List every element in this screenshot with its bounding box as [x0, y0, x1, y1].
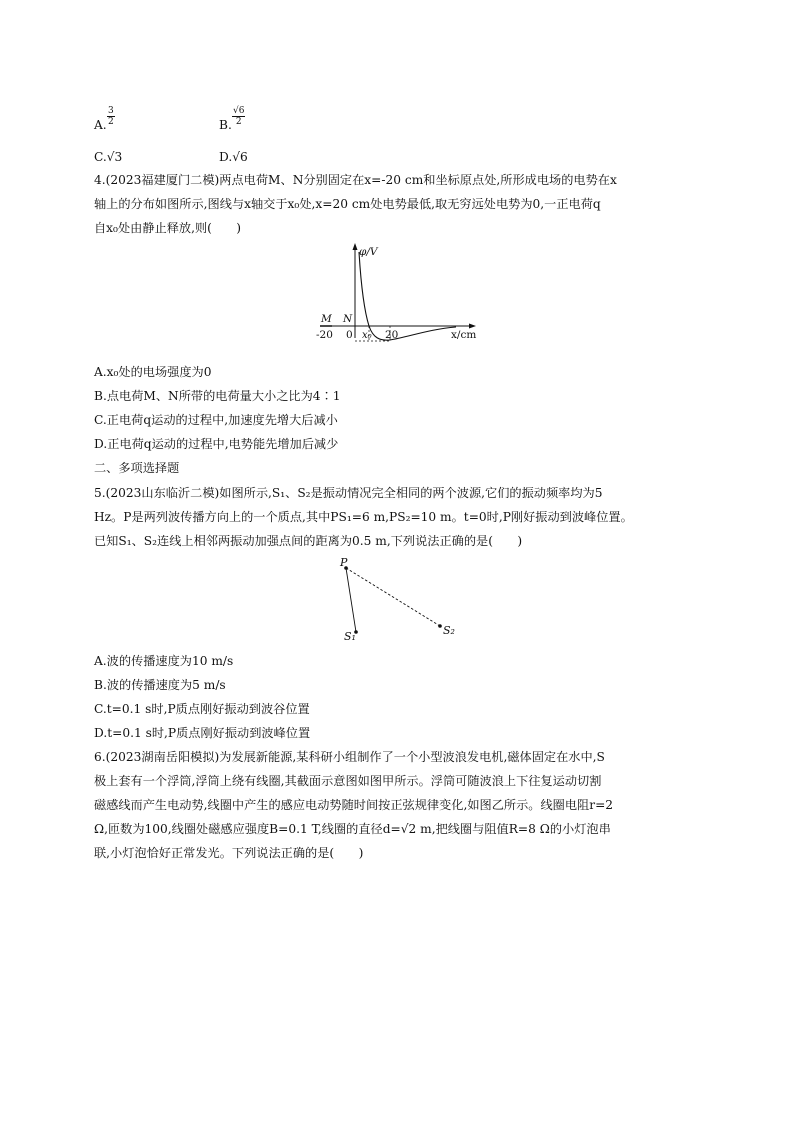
tick-neg20: -20: [316, 329, 333, 341]
q5-stem-line-3: 已知S₁、S₂连线上相邻两振动加强点间的距离为0.5 m,下列说法正确的是( ): [94, 534, 523, 548]
q5-option-a: A.波的传播速度为10 m/s: [94, 654, 234, 668]
option-c-label: C.: [94, 150, 107, 164]
point-S2: [438, 624, 442, 628]
option-a-label: A.: [94, 118, 107, 132]
label-S1: S₁: [344, 630, 356, 643]
y-axis-label: φ/V: [359, 246, 378, 258]
section-heading-multiple-choice: 二、多项选择题: [94, 461, 180, 475]
option-d-value: √6: [232, 150, 248, 164]
segment-PS2: [346, 568, 440, 626]
fraction-numerator: √6: [233, 106, 245, 116]
label-P: P: [340, 556, 348, 569]
label-N: N: [343, 313, 353, 325]
q5-option-d: D.t=0.1 s时,P质点刚好振动到波峰位置: [94, 726, 311, 740]
option-a-top: [94, 118, 107, 132]
option-d-top: [219, 150, 248, 164]
q6-stem-line-1: 6.(2023湖南岳阳模拟)为发展新能源,某科研小组制作了一个小型波浪发电机,磁体固定在水中,S: [94, 750, 605, 764]
tick-0: 0: [346, 329, 353, 341]
tick-20: 20: [385, 329, 399, 341]
q6-stem-line-4: Ω,匝数为100,线圈处磁感应强度B=0.1 T,线圈的直径d=√2 m,把线圈与阻值R=8 Ω的小灯泡串: [94, 822, 611, 836]
q5-stem-line-2: Hz。P是两列波传播方向上的一个质点,其中PS₁=6 m,PS₂=10 m。t=0时,P刚好振动到波峰位置。: [94, 510, 633, 524]
tick-x0: x₀: [362, 330, 372, 341]
option-a-fraction: [107, 106, 115, 128]
option-c-value: √3: [106, 150, 123, 164]
q4-option-a: A.x₀处的电场强度为0: [94, 365, 212, 379]
q4-stem-line-3: 自x₀处由静止释放,则( ): [94, 221, 242, 235]
option-b-label: B.: [219, 118, 232, 132]
segment-PS1: [346, 568, 356, 632]
q4-stem-line-2: 轴上的分布如图所示,图线与x轴交于x₀处,x=20 cm处电势最低,取无穷远处电势为0,一正电荷q: [94, 197, 601, 211]
q4-option-c: C.正电荷q运动的过程中,加速度先增大后减小: [94, 413, 338, 427]
fraction-denominator: 2: [108, 117, 114, 127]
option-b-top: [219, 118, 232, 132]
potential-curve: [359, 252, 456, 340]
q5-stem-line-1: 5.(2023山东临沂二模)如图所示,S₁、S₂是振动情况完全相同的两个波源,它们的振动频率均为5: [94, 486, 603, 500]
q4-option-d: D.正电荷q运动的过程中,电势能先增加后减少: [94, 437, 339, 451]
option-b-fraction: [232, 106, 245, 128]
q4-stem-line-1: 4.(2023福建厦门二模)两点电荷M、N分别固定在x=-20 cm和坐标原点处,所形成电场的电势在x: [94, 173, 617, 187]
q6-stem-line-3: 磁感线而产生电动势,线圈中产生的感应电动势随时间按正弦规律变化,如图乙所示。线圈电阻r=2: [94, 798, 614, 812]
x-axis-label: x/cm: [451, 329, 477, 341]
q5-wave-source-diagram: [330, 552, 460, 647]
q4-option-b: B.点电荷M、N所带的电荷量大小之比为4∶1: [94, 389, 341, 403]
y-axis-arrow: [353, 243, 358, 250]
q6-stem-line-5: 联,小灯泡恰好正常发光。下列说法正确的是( ): [94, 846, 364, 860]
fraction-numerator: 3: [108, 106, 114, 116]
option-d-label: D.: [219, 150, 233, 164]
q6-stem-line-2: 极上套有一个浮筒,浮筒上绕有线圈,其截面示意图如图甲所示。浮筒可随波浪上下往复运动切割: [94, 774, 602, 788]
fraction-denominator: 2: [235, 117, 242, 127]
q5-option-c: C.t=0.1 s时,P质点刚好振动到波谷位置: [94, 702, 310, 716]
label-M: M: [321, 313, 332, 325]
q5-option-b: B.波的传播速度为5 m/s: [94, 678, 226, 692]
option-c-top: [94, 150, 122, 164]
label-S2: S₂: [443, 624, 455, 637]
q4-potential-graph: [310, 240, 485, 345]
x-axis-arrow: [469, 324, 476, 329]
